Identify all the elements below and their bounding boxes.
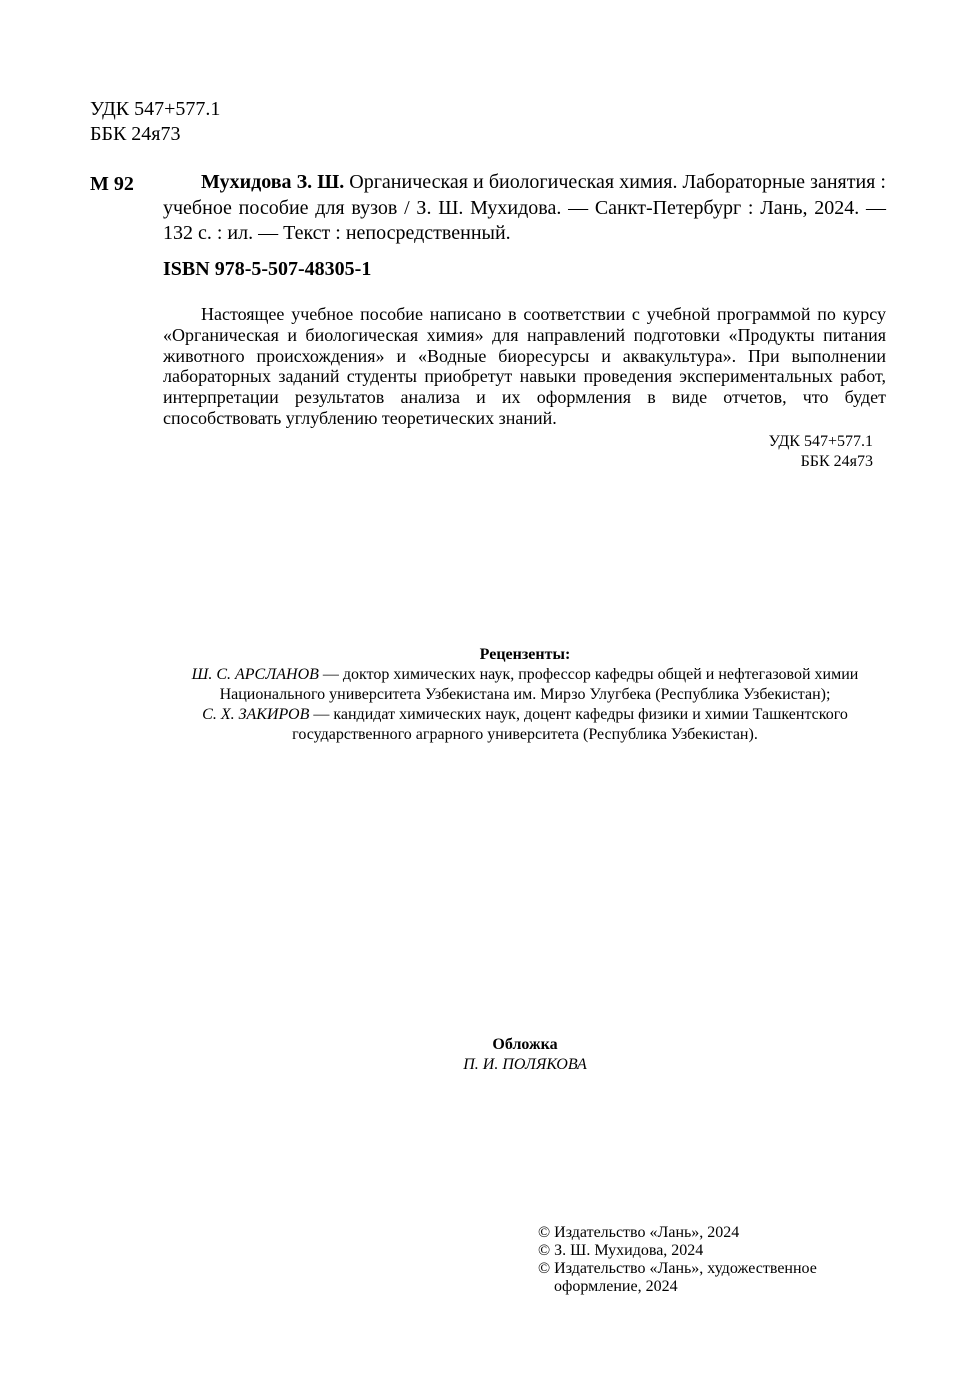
reviewer-entry [110,665,940,705]
classification-block [90,97,220,147]
annotation-classification [769,432,873,471]
reviewer-desc-line2: Национального университета Узбекистана им. Мирзо Улугбека (Республика Узбекистан); [219,686,831,703]
reviewer-desc-line2: государственного аграрного университета (Республика Узбекистан). [292,726,758,743]
cover-credit [350,1035,700,1074]
reviewers-block [110,645,940,745]
author-name: Мухидова З. Ш. [201,171,345,193]
copyright-line: © З. Ш. Мухидова, 2024 [538,1242,704,1259]
udk-code: УДК 547+577.1 [90,98,221,120]
cover-designer: П. И. ПОЛЯКОВА [463,1055,587,1073]
reviewers-heading: Рецензенты: [479,646,571,663]
author-sign: М 92 [90,173,134,195]
isbn: ISBN 978-5-507-48305-1 [163,258,372,280]
reviewer-name: С. Х. ЗАКИРОВ [202,706,310,723]
copyright-block [538,1224,878,1296]
bibliographic-record [163,170,886,247]
annotation-udk: УДК 547+577.1 [768,433,873,450]
reviewer-name: Ш. С. АРСЛАНОВ [191,666,319,683]
cover-heading: Обложка [492,1036,558,1053]
copyright-line: © Издательство «Лань», художественное оформление, 2024 [538,1260,817,1295]
bibliographic-description: Органическая и биологическая химия. Лабораторные занятия : учебное пособие для вузов / З. Ш. Мухидова. — Санкт-Петербург : Лань, 2024. — 132 с. : ил. — Текст : непосредственный. [163,171,886,244]
copyright-line: © Издательство «Лань», 2024 [538,1224,740,1241]
annotation-text: Настоящее учебное пособие написано в соответствии с учебной программой по курсу «Органическая и биологическая химия» для направлений подготовки «Продукты питания животного происхождения» и «Водные биоресурсы и аквакультура». При выполнении лабораторных заданий студенты приобретут навыки проведения экспериментальных работ, интерпретации результатов анализа и их оформления в виде отчетов, что будет способствовать углублению теоретических знаний. [163,304,886,428]
reviewer-desc-line1: — доктор химических наук, профессор кафедры общей и нефтегазовой химии [318,666,859,683]
reviewer-entry [110,705,940,745]
bbk-code: ББК 24я73 [90,123,181,145]
reviewer-desc-line1: — кандидат химических наук, доцент кафедры физики и химии Ташкентского [309,706,848,723]
annotation-bbk: ББК 24я73 [800,452,873,470]
